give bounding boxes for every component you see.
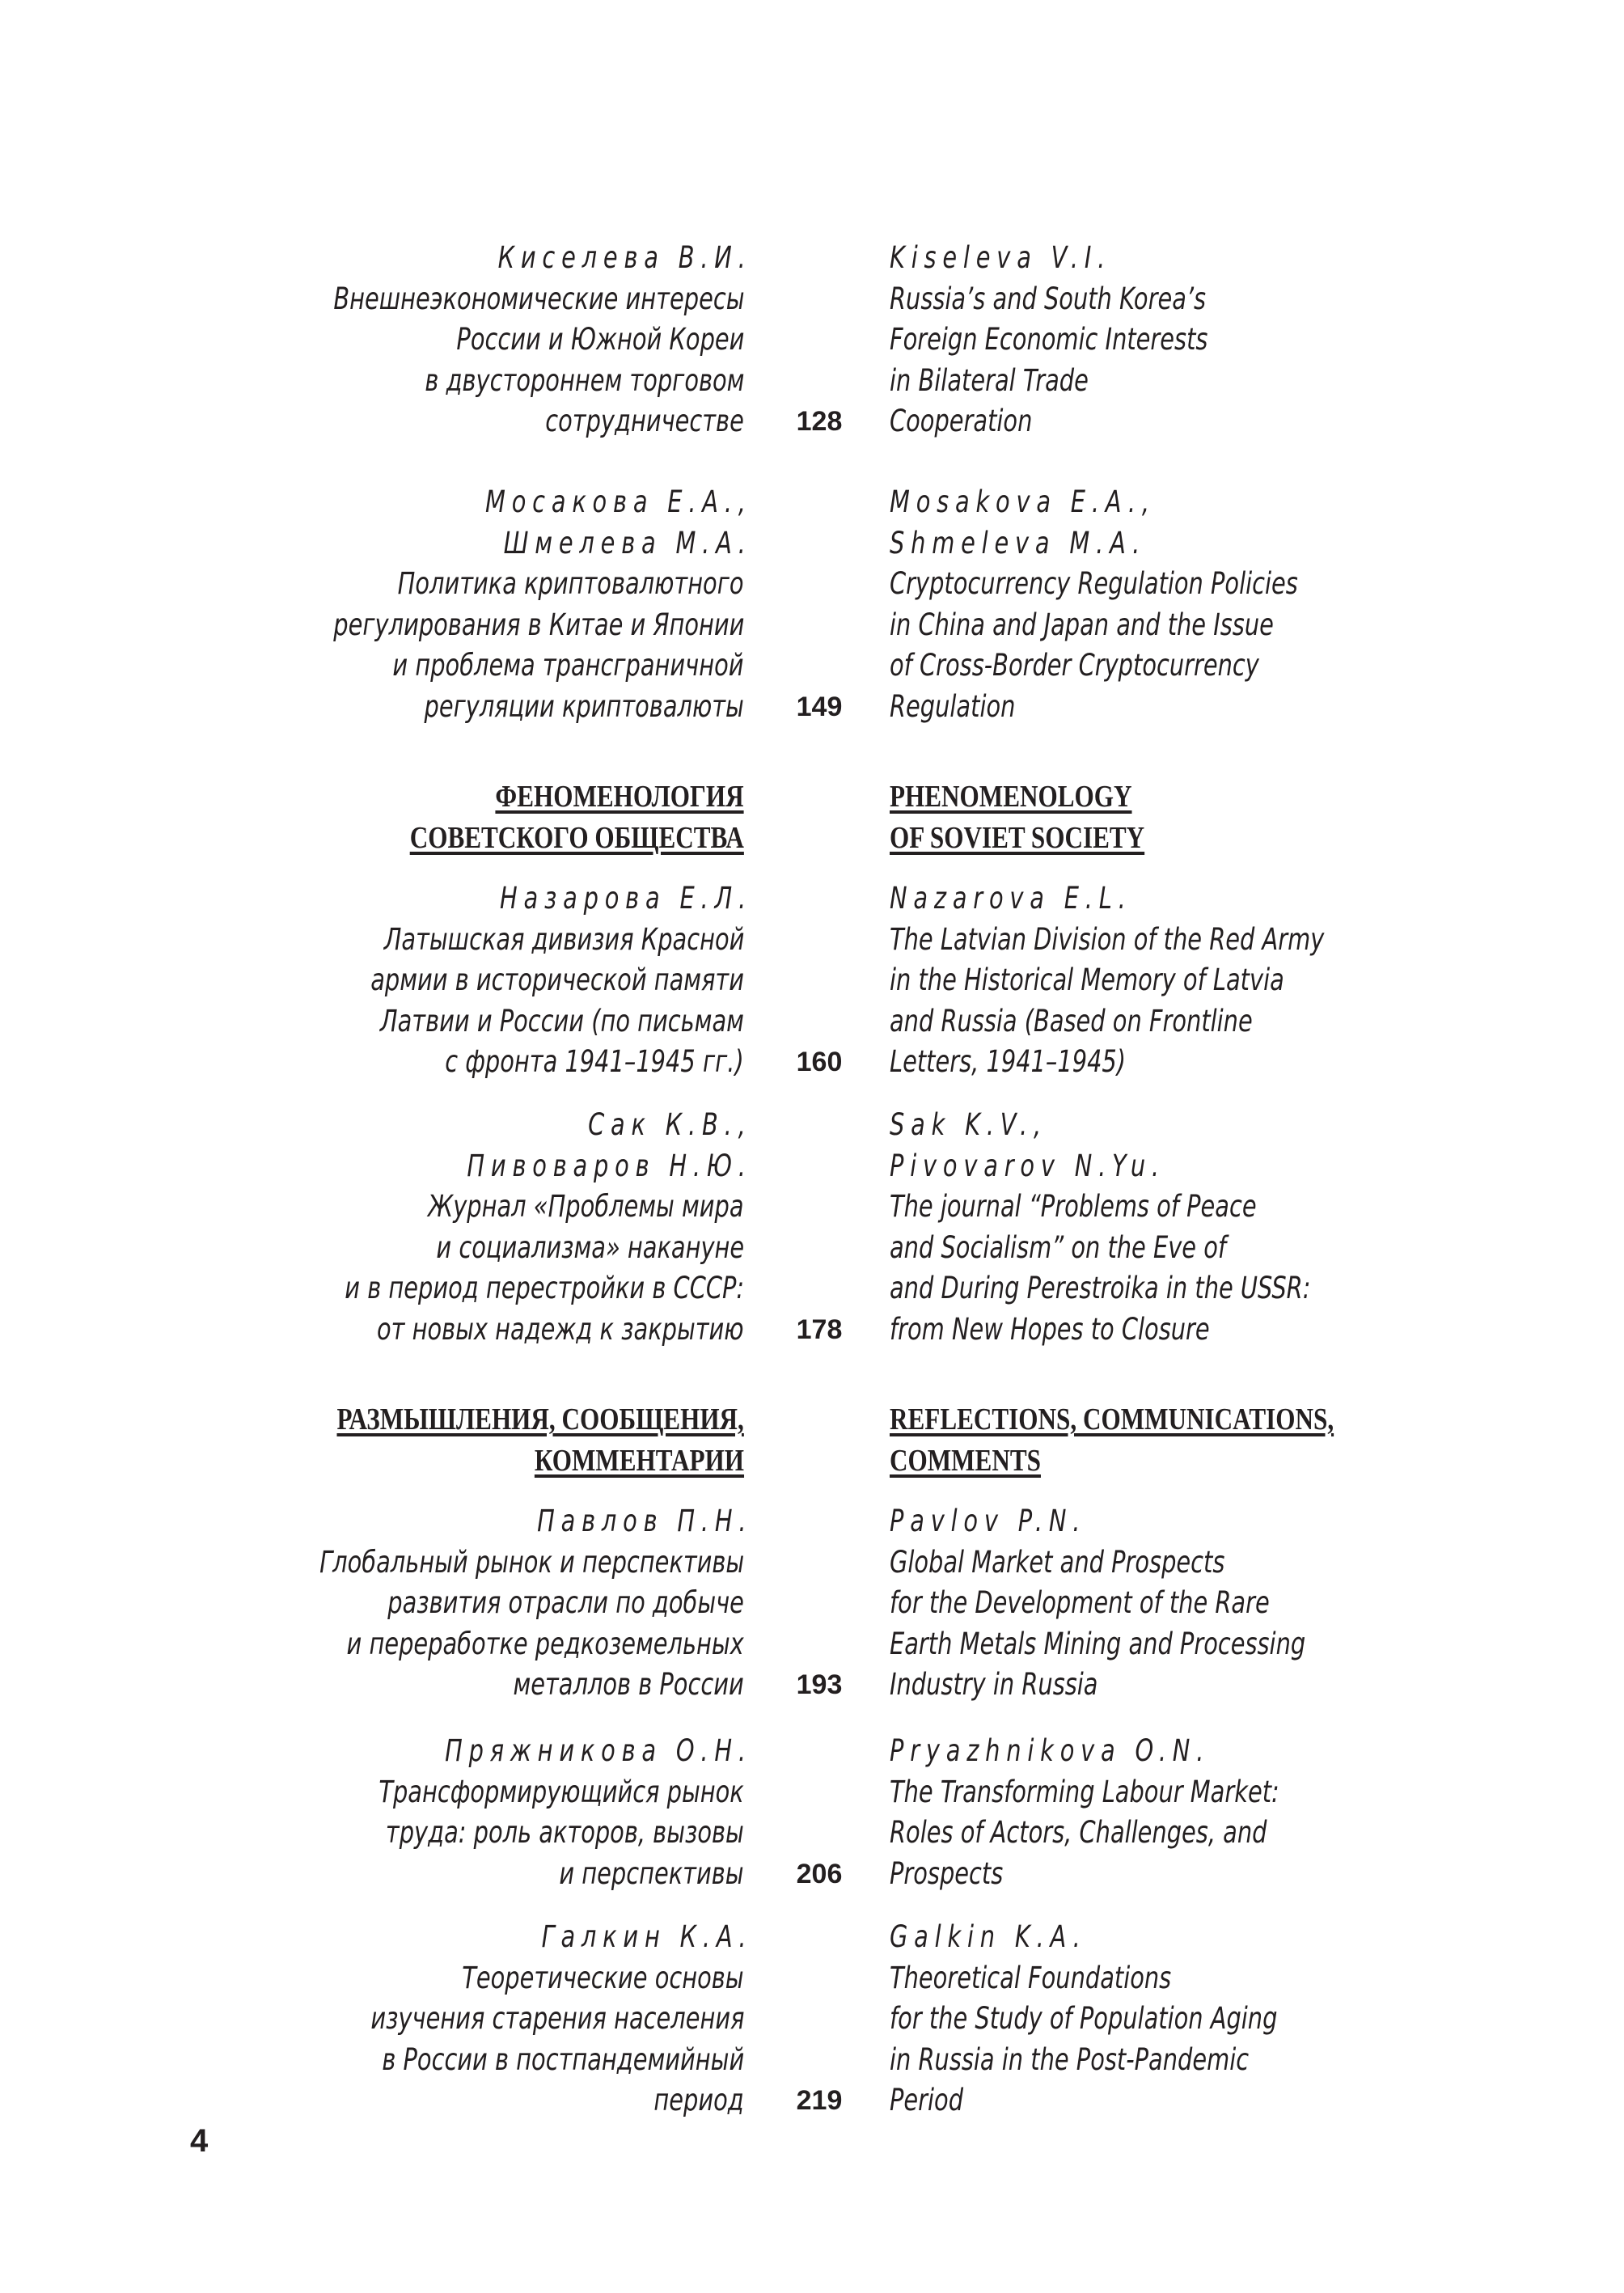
section-title-en: REFLECTIONS, COMMUNICATIONS, — [890, 1402, 1334, 1436]
author-ru: Галкин К.А. — [541, 1919, 752, 1954]
title-ru: изучения старения населения — [370, 2001, 744, 2036]
toc-entry — [0, 878, 1624, 1083]
title-ru: в двустороннем торговом — [424, 362, 744, 398]
title-en: for the Development of the Rare — [890, 1585, 1270, 1620]
title-en: Cryptocurrency Regulation Policies — [890, 566, 1298, 601]
section-title-en: OF SOVIET SOCIETY — [890, 820, 1145, 855]
toc-entry — [0, 482, 1624, 727]
title-ru: металлов в России — [513, 1667, 744, 1702]
author-en: Pavlov P.N. — [890, 1504, 1087, 1538]
author-en: Kiseleva V.I. — [890, 240, 1112, 275]
page-number-link[interactable]: 206 — [796, 1858, 843, 1889]
page-number-link[interactable]: 178 — [796, 1314, 843, 1345]
title-ru: развития отрасли по добыче — [387, 1585, 744, 1620]
page-number-link[interactable]: 219 — [796, 2085, 843, 2116]
title-ru: России и Южной Кореи — [455, 322, 744, 357]
title-ru: Латышская дивизия Красной — [383, 921, 744, 957]
title-ru: период — [653, 2083, 744, 2117]
page-number-link[interactable]: 149 — [796, 691, 843, 722]
author-en: Nazarova E.L. — [890, 881, 1132, 916]
author-ru: Пивоваров Н.Ю. — [467, 1148, 752, 1183]
title-en: The Transforming Labour Market: — [890, 1774, 1279, 1809]
title-ru: Внешнеэкономические интересы — [332, 281, 744, 316]
title-en: Regulation — [890, 688, 1016, 724]
title-en: in the Historical Memory of Latvia — [890, 962, 1284, 997]
toc-entry — [0, 1105, 1624, 1350]
title-ru: в России в постпандемийный — [382, 2041, 744, 2077]
title-ru: сотрудничестве — [545, 404, 744, 438]
title-ru: и перспективы — [559, 1855, 744, 1891]
title-ru: и социализма» накануне — [436, 1229, 744, 1265]
title-ru: регулирования в Китае и Японии — [332, 607, 744, 642]
section-title-ru: СОВЕТСКОГО ОБЩЕСТВА — [409, 820, 744, 855]
title-en: and During Perestroika in the USSR: — [890, 1271, 1311, 1305]
page-number-link[interactable]: 160 — [796, 1047, 843, 1077]
title-ru: от новых надежд к закрытию — [377, 1311, 744, 1347]
author-ru: Шмелева М.А. — [503, 525, 752, 561]
author-en: Pryazhnikova O.N. — [890, 1733, 1211, 1768]
author-ru: Сак К.В., — [588, 1107, 752, 1142]
title-en: Industry in Russia — [890, 1667, 1098, 1702]
author-ru: Назарова Е.Л. — [500, 881, 752, 916]
title-en: in Russia in the Post-Pandemic — [890, 2041, 1250, 2077]
author-en: Galkin K.A. — [890, 1919, 1087, 1954]
title-en: Global Market and Prospects — [890, 1544, 1225, 1580]
title-en: in Bilateral Trade — [890, 362, 1089, 398]
title-ru: армии в исторической памяти — [370, 962, 744, 997]
title-ru: Политика криптовалютного — [398, 566, 744, 601]
toc-entry — [0, 1501, 1624, 1706]
author-ru: Пряжникова О.Н. — [445, 1733, 752, 1768]
title-en: and Socialism” on the Eve of — [890, 1229, 1227, 1265]
title-ru: Латвии и России (по письмам — [380, 1003, 744, 1039]
author-en: Sak K.V., — [890, 1107, 1047, 1142]
title-en: for the Study of Population Aging — [890, 2001, 1278, 2036]
title-ru: и переработке редкоземельных — [346, 1626, 744, 1661]
page-folio: 4 — [190, 2123, 209, 2159]
title-ru: Журнал «Проблемы мира — [428, 1189, 744, 1224]
title-en: and Russia (Based on Frontline — [890, 1003, 1253, 1039]
author-ru: Мосакова Е.А., — [485, 484, 752, 519]
section-title-ru: КОММЕНТАРИИ — [534, 1443, 744, 1478]
title-en: Earth Metals Mining and Processing — [890, 1626, 1306, 1661]
title-en: Letters, 1941–1945) — [890, 1044, 1127, 1079]
toc-entry — [0, 1917, 1624, 2122]
title-en: Russia’s and South Korea’s — [890, 281, 1207, 316]
title-ru: регуляции криптовалюты — [424, 688, 744, 724]
author-en: Mosakova E.A., — [890, 484, 1156, 519]
title-ru: труда: роль акторов, вызовы — [386, 1815, 744, 1850]
title-en: of Cross-Border Cryptocurrency — [890, 648, 1259, 683]
title-en: Theoretical Foundations — [890, 1960, 1172, 1995]
title-en: Roles of Actors, Challenges, and — [890, 1815, 1267, 1850]
section-title-ru: ФЕНОМЕНОЛОГИЯ — [495, 780, 744, 814]
author-ru: Киселева В.И. — [497, 240, 752, 275]
author-ru: Павлов П.Н. — [536, 1504, 752, 1538]
toc-entry — [0, 238, 1624, 442]
title-ru: и проблема трансграничной — [392, 648, 744, 683]
page-number-link[interactable]: 128 — [796, 406, 843, 437]
title-en: The journal “Problems of Peace — [890, 1189, 1257, 1224]
toc-entry — [0, 1731, 1624, 1894]
title-ru: Глобальный рынок и перспективы — [319, 1544, 744, 1580]
section-title-en: PHENOMENOLOGY — [890, 780, 1132, 814]
section-heading — [0, 1399, 1624, 1481]
title-ru: и в период перестройки в СССР: — [345, 1271, 744, 1305]
title-ru: Трансформирующийся рынок — [379, 1774, 744, 1809]
title-en: Period — [890, 2083, 964, 2117]
title-en: from New Hopes to Closure — [890, 1311, 1210, 1347]
author-en: Shmeleva M.A. — [890, 525, 1147, 561]
title-en: Cooperation — [890, 404, 1033, 438]
title-en: The Latvian Division of the Red Army — [890, 921, 1325, 957]
title-ru: с фронта 1941–1945 гг.) — [445, 1044, 744, 1079]
title-ru: Теоретические основы — [462, 1960, 744, 1995]
title-en: Foreign Economic Interests — [890, 322, 1208, 357]
section-heading — [0, 776, 1624, 858]
title-en: Prospects — [890, 1855, 1004, 1891]
author-en: Pivovarov N.Yu. — [890, 1148, 1165, 1183]
title-en: in China and Japan and the Issue — [890, 607, 1274, 642]
page-number-link[interactable]: 193 — [796, 1669, 843, 1700]
section-title-ru: РАЗМЫШЛЕНИЯ, СООБЩЕНИЯ, — [336, 1402, 744, 1436]
section-title-en: COMMENTS — [890, 1443, 1041, 1478]
